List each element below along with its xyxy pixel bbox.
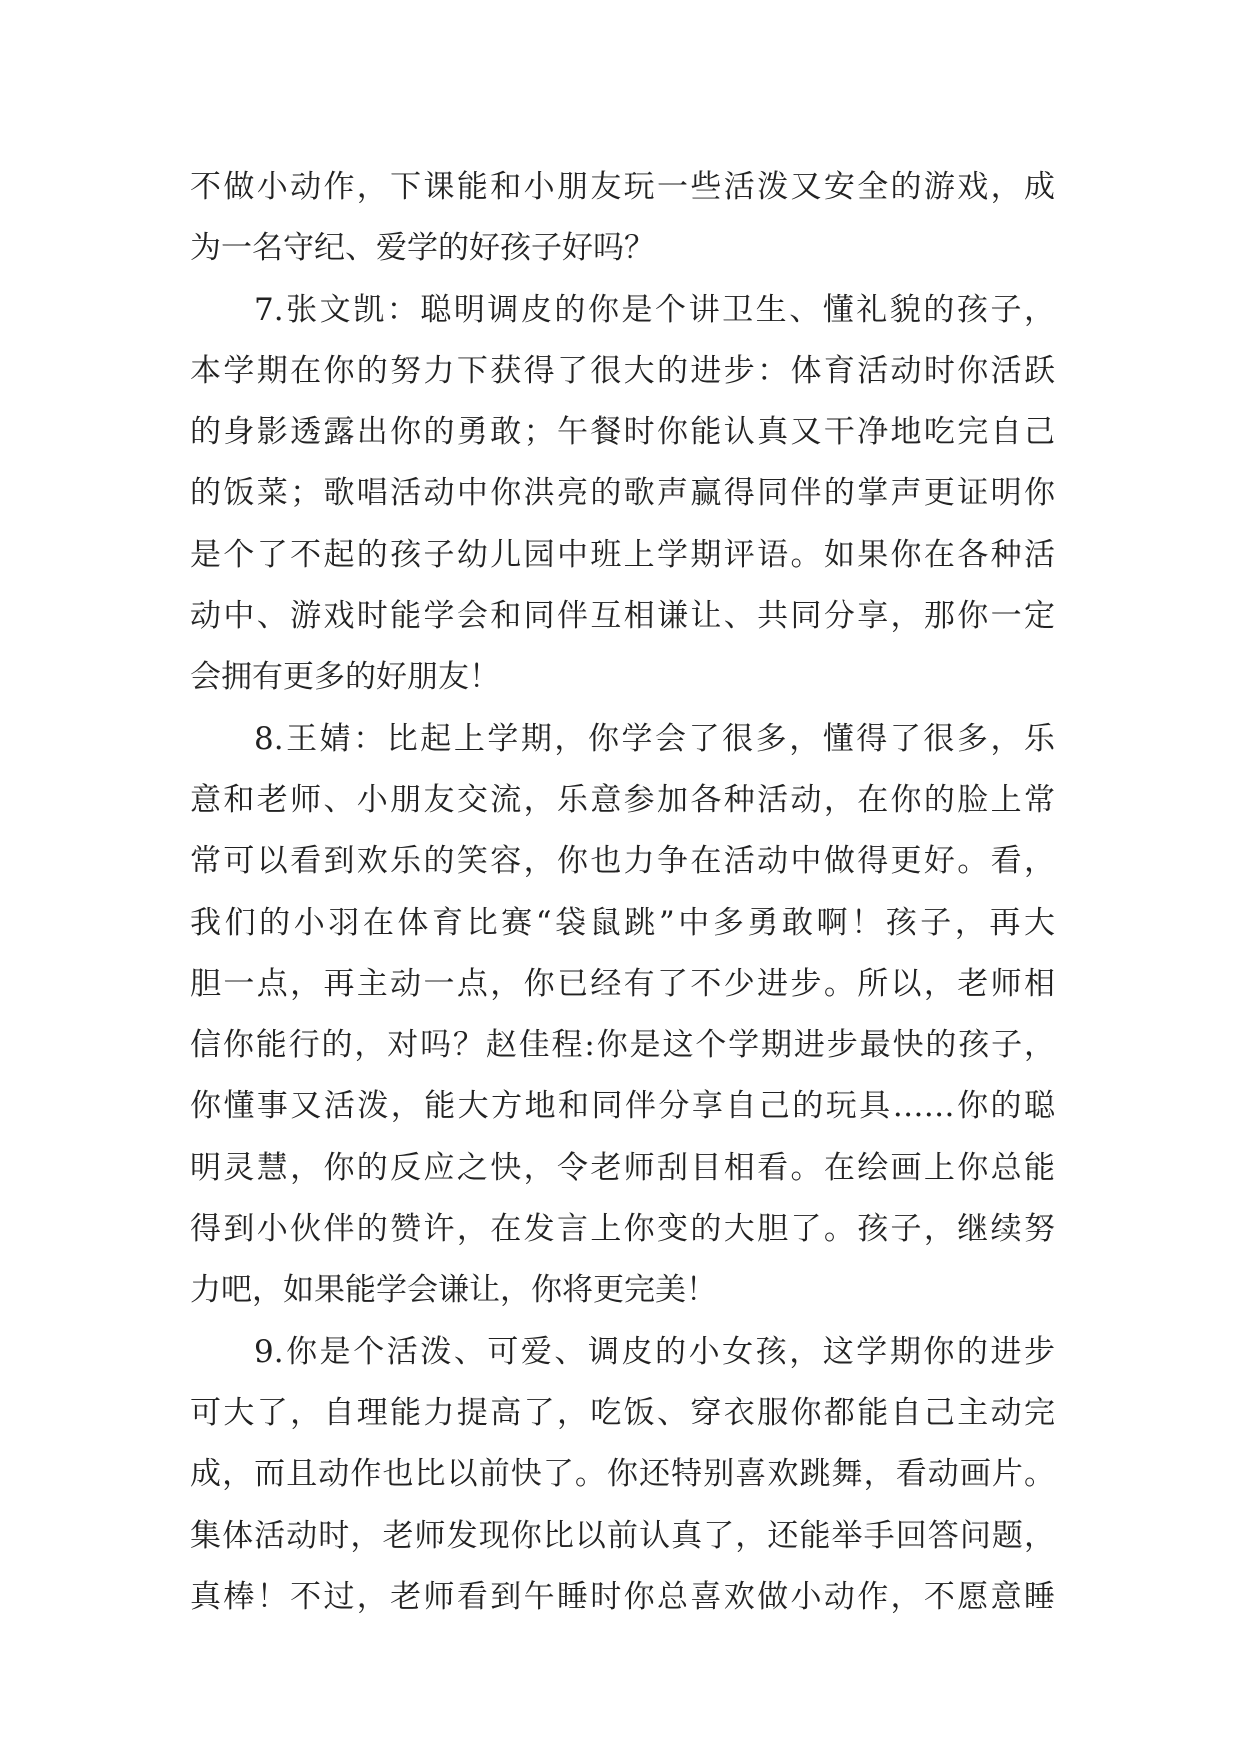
text-line: 明灵慧，你的反应之快，令老师刮目相看。在绘画上你总能: [190, 1149, 1055, 1186]
text-line: 本学期在你的努力下获得了很大的进步：体育活动时你活跃: [190, 352, 1055, 389]
text-line: 得到小伙伴的赞许，在发言上你变的大胆了。孩子，继续努: [190, 1211, 1055, 1248]
text-line: 动中、游戏时能学会和同伴互相谦让、共同分享，那你一定: [190, 598, 1055, 635]
text-line: 为一名守纪、爱学的好孩子好吗？: [190, 230, 655, 267]
text-line: 真棒！不过，老师看到午睡时你总喜欢做小动作，不愿意睡: [190, 1578, 1055, 1615]
text-line: 力吧，如果能学会谦让，你将更完美！: [190, 1272, 717, 1309]
text-line: 成，而且动作也比以前快了。你还特别喜欢跳舞，看动画片。: [190, 1456, 1055, 1493]
text-line: 胆一点，再主动一点，你已经有了不少进步。所以，老师相: [190, 965, 1055, 1002]
text-line: 意和老师、小朋友交流，乐意参加各种活动，在你的脸上常: [190, 781, 1055, 818]
text-line: 常可以看到欢乐的笑容，你也力争在活动中做得更好。看，: [190, 843, 1055, 880]
text-line: 信你能行的，对吗？赵佳程:你是这个学期进步最快的孩子，: [190, 1027, 1055, 1064]
text-line: 9.你是个活泼、可爱、调皮的小女孩，这学期你的进步: [254, 1333, 1055, 1370]
text-line: 你懂事又活泼，能大方地和同伴分享自己的玩具……你的聪: [190, 1088, 1055, 1125]
text-line: 集体活动时，老师发现你比以前认真了，还能举手回答问题，: [190, 1517, 1055, 1554]
text-line: 是个了不起的孩子幼儿园中班上学期评语。如果你在各种活: [190, 536, 1055, 573]
text-line: 8.王婧：比起上学期，你学会了很多，懂得了很多，乐: [254, 720, 1055, 757]
text-line: 的身影透露出你的勇敢；午餐时你能认真又干净地吃完自己: [190, 414, 1055, 451]
text-line: 我们的小羽在体育比赛“袋鼠跳”中多勇敢啊！孩子，再大: [190, 904, 1055, 941]
text-line: 会拥有更多的好朋友！: [190, 659, 500, 696]
text-line: 不做小动作，下课能和小朋友玩一些活泼又安全的游戏，成: [190, 169, 1055, 205]
body-text: [190, 157, 1055, 1628]
text-line: 的饭菜；歌唱活动中你洪亮的歌声赢得同伴的掌声更证明你: [190, 475, 1055, 512]
text-line: 可大了，自理能力提高了，吃饭、穿衣服你都能自己主动完: [190, 1394, 1055, 1431]
text-line: 7.张文凯：聪明调皮的你是个讲卫生、懂礼貌的孩子，: [254, 291, 1055, 328]
